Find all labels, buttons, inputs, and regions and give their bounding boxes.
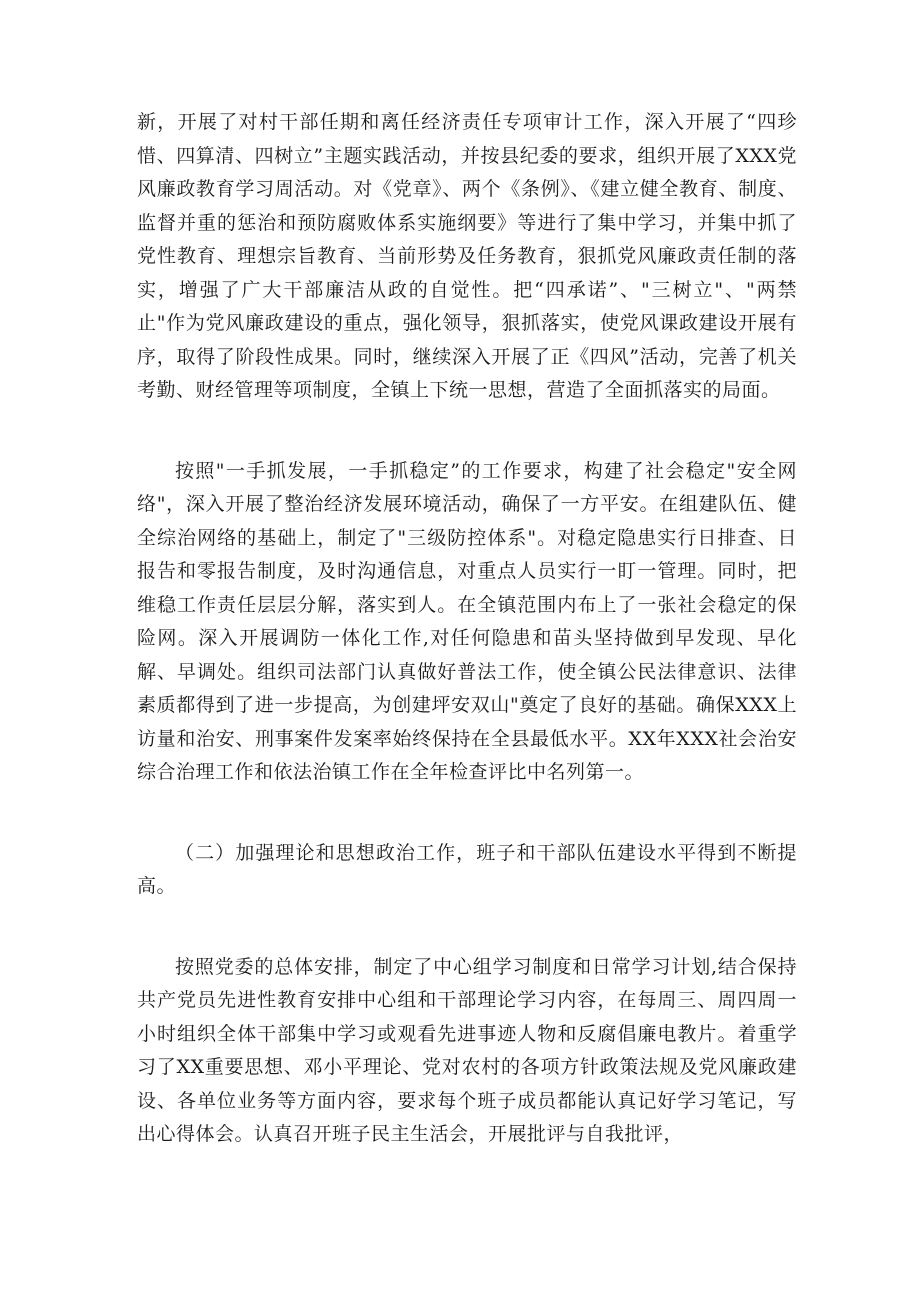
paragraph-stability: 按照"一手抓发展，一手抓稳定”的工作要求，构建了社会稳定"安全网络"，深入开展了整治经济发展环境活动，确保了一方平安。在组建队伍、健全综治网络的基础上，制定了"三级防控体系"。对稳定隐患实行日排查、日报告和零报告制度，及时沟通信息，对重点人员实行一盯一管理。同时，把维稳工作责任层层分解，落实到人。在全镇范围内布上了一张社会稳定的保险网。深入开展调防一体化工作,对任何隐患和苗头坚持做到早发现、早化解、早调处。组织司法部门认真做好普法工作，使全镇公民法律意识、法律素质都得到了进一步提高，为创建坪安双山"奠定了良好的基础。确保XXX上访量和治安、刑事案件发案率始终保持在全县最低水平。XX年XXX社会治安综合治理工作和依法治镇工作在全年检查评比中名列第一。 [137, 459, 797, 783]
document-body [137, 106, 797, 1199]
paragraph-study: 按照党委的总体安排，制定了中心组学习制度和日常学习计划,结合保持共产党员先进性教育安排中心组和干部理论学习内容，在每周三、周四周一小时组织全体干部集中学习或观看先进事迹人物和反腐倡廉电教片。着重学习了XX重要思想、邓小平理论、党对农村的各项方针政策法规及党风廉政建设、各单位业务等方面内容，要求每个班子成员都能认真记好学习笔记，写出心得体会。认真召开班子民主生活会，开展批评与自我批评， [137, 955, 797, 1145]
section-heading: （二）加强理论和思想政治工作，班子和干部队伍建设水平得到不断提高。 [137, 841, 797, 897]
paragraph-continuation: 新，开展了对村干部任期和离任经济责任专项审计工作，深入开展了“四珍惜、四算清、四树立”主题实践活动，并按县纪委的要求，组织开展了XXX党风廉政教育学习周活动。对《党章》、两个《条例》、《建立健全教育、制度、监督并重的惩治和预防腐败体系实施纲要》等进行了集中学习，并集中抓了党性教育、理想宗旨教育、当前形势及任务教育，狠抓党风廉政责任制的落实，增强了广大干部廉洁从政的自觉性。把“四承诺”、"三树立"、"两禁止"作为党风廉政建设的重点，强化领导，狠抓落实，使党风课政建设开展有序，取得了阶段性成果。同时，继续深入开展了正《四风”活动，完善了机关考勤、财经管理等项制度，全镇上下统一思想，营造了全面抓落实的局面。 [137, 111, 797, 401]
